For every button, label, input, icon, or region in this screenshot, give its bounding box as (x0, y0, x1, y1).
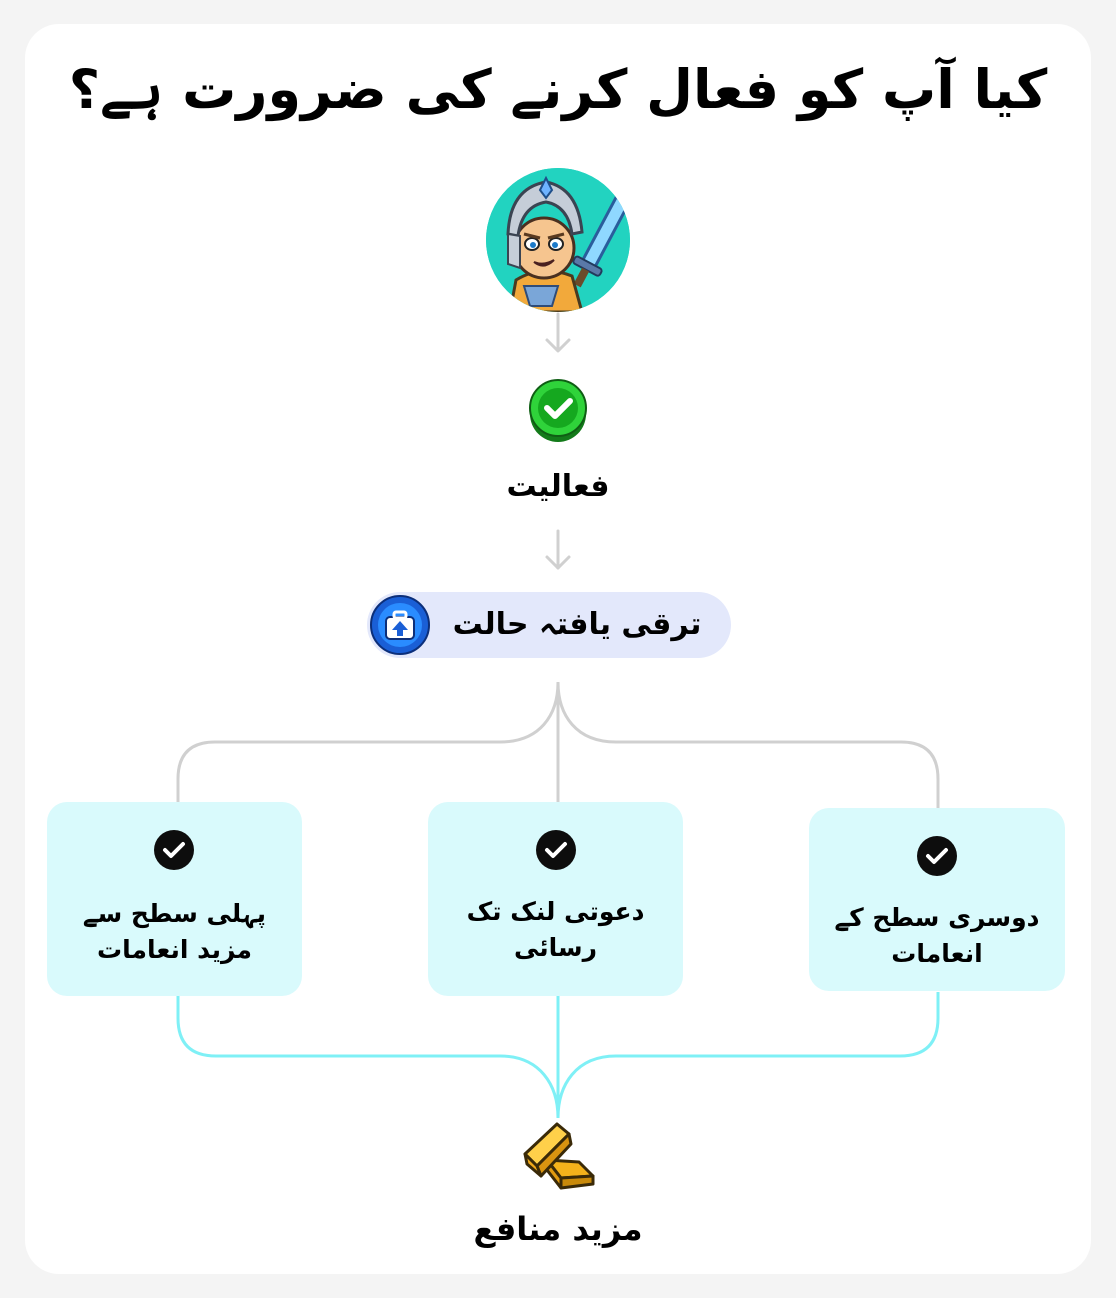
advanced-state-label: ترقی یافتہ حالت (452, 607, 702, 642)
check-circle-icon (536, 830, 576, 870)
benefit-box-level-one (47, 802, 302, 996)
benefit-label: پہلی سطح سے مزید انعامات (82, 899, 267, 964)
activity-label: فعالیت (506, 469, 610, 504)
more-benefits-label: مزید منافع (473, 1210, 643, 1248)
upgrade-toolbox-icon (370, 595, 430, 655)
benefit-box-level-two (809, 808, 1065, 991)
check-circle-icon (154, 830, 194, 870)
knight-avatar-icon (486, 168, 630, 312)
arrow-avatar-to-activity (547, 314, 569, 351)
merge-connector (178, 992, 938, 1118)
gold-bars-icon (517, 1118, 597, 1192)
benefit-box-invite-link (428, 802, 683, 996)
benefit-label: دوسری سطح کے انعامات (834, 903, 1040, 968)
split-connector (178, 682, 938, 808)
advanced-state-pill (367, 592, 731, 658)
check-circle-icon (917, 836, 957, 876)
page-title: کیا آپ کو فعال کرنے کی ضرورت ہے؟ (68, 58, 1048, 121)
benefit-label: دعوتی لنک تک رسائی (466, 897, 645, 962)
arrow-activity-to-advanced (547, 531, 569, 568)
green-check-icon (528, 378, 588, 444)
